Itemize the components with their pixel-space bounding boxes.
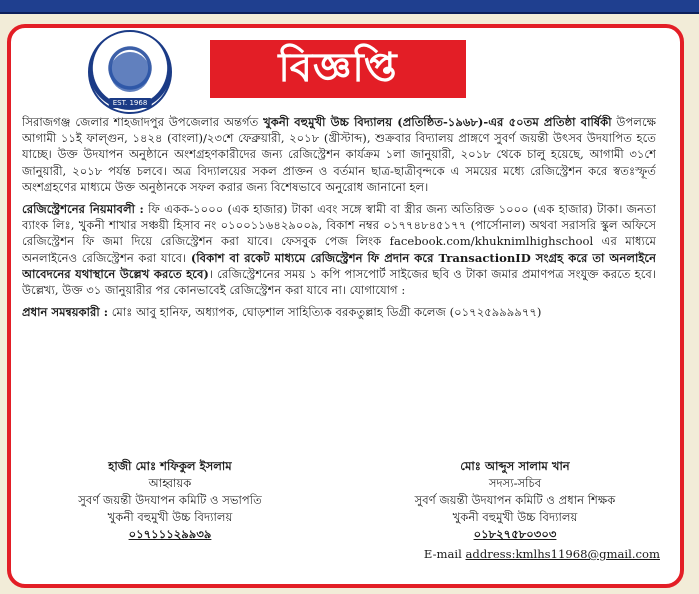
email-label: E-mail <box>423 547 466 561</box>
email-line <box>380 547 660 561</box>
secretary-committee: সুবর্ণ জয়ন্তী উদযাপন কমিটি ও প্রধান শিক্ষক <box>414 493 616 507</box>
paragraph-intro <box>22 114 656 195</box>
secretary-name: মোঃ আব্দুস সালাম খান <box>460 459 570 473</box>
coordinator-heading: প্রধান সমন্বয়কারী : <box>22 305 109 320</box>
coordinator-text: মোঃ আবু হানিফ, অধ্যাপক, ঘোড়শাল সাহিত্যিক বরকতুল্লাহ ডিগ্রী কলেজ (০১৭২৫৯৯৯৯৭৭) <box>108 305 542 320</box>
paragraph-registration <box>22 201 656 298</box>
intro-text-a: সিরাজগঞ্জ জেলার শাহজাদপুর উপজেলার অন্তর্গত <box>22 115 264 129</box>
paragraph-coordinator <box>22 304 656 320</box>
school-logo <box>88 30 172 114</box>
registration-text-b: ফি একক-১০০০ (এক হাজার) টাকা এবং সঙ্গে স্বামী বা স্ত্রীর জন্য অতিরিক্ত ১০০০ (এক হাজার) টাকা। জনতা ব্যাংক লিঃ, খুকনী শাখার সঞ্চয়ী হিসাব নং ০১০০১১৬৪২৯০০৯, বিকাশ নম্বর ০১৭৭৪৮৪৫১৭৭ (পার্সোনাল) অথবা সরাসরি স্কুল অফিসে রেজিস্ট্রেশন ফি জমা দিয়ে রেজিস্ট্রেশন করা যাবে। ফেসবুক পেজ লিংক facebook.com/khuknimlhighschool এর মাধ্যমে অনলাইনেও রেজিস্ট্রেশন করা যাবে। <box>22 202 656 265</box>
registration-heading: রেজিস্ট্রেশনের নিয়মাবলী : <box>22 202 144 217</box>
secretary-role: সদস্য-সচিব <box>488 476 542 490</box>
logo-emblem-icon <box>110 52 150 92</box>
convener-phone: ০১৭১১১২৯৯৩৯ <box>128 527 212 541</box>
convener-role: আহ্বায়ক <box>148 476 192 490</box>
signature-convener <box>42 458 298 543</box>
registration-text-d: । রেজিস্ট্রেশনের সময় ১ কপি পাসপোর্ট সাইজের ছবি ও টাকা জমার প্রমাণপত্র সংযুক্ত করতে হবে। উল্লেখ্য, উক্ত ৩১ জানুয়ারীর পর কোনভাবেই রেজিস্ট্রেশন করা যাবে না। যোগাযোগ : <box>22 266 656 298</box>
notice-title: বিজ্ঞপ্তি <box>210 40 466 98</box>
convener-name: হাজী মোঃ শফিকুল ইসলাম <box>108 459 232 473</box>
registration-transaction-note: (বিকাশ বা রকেট মাধ্যমে রেজিস্ট্রেশন ফি প্রদান করে TransactionID সংগ্রহ করে তা অনলাইনে আবেদনের যথাস্থানে উল্লেখ করতে হবে) <box>22 250 656 281</box>
intro-text-c: উপলক্ষে আগামী ১১ই ফাল্গুন, ১৪২৪ (বাংলা)/২৩শে ফেব্রুয়ারী, ২০১৮ (খ্রীস্টাব্দ), শুক্রবার বিদ্যালয় প্রাঙ্গণে সুবর্ণ জয়ন্তী উৎসব উদযাপিত হতে যাচ্ছে। উক্ত উদযাপন অনুষ্ঠানে অংশগ্রহণকারীদের জন্য রেজিস্ট্রেশন কার্যক্রম ১লা জানুয়ারী, ২০১৮ থেকে চালু হয়েছে, আগামী ৩১শে জানুয়ারী, ২০১৮ পর্যন্ত চলবে। অত্র বিদ্যালয়ের সকল প্রাক্তন ও বর্তমান ছাত্র-ছাত্রীবৃন্দকে এ সময়ের মধ্যে রেজিস্ট্রেশন করে স্বতঃস্ফূর্ত অংশগ্রহণের মাধ্যমে উক্ত অনুষ্ঠানকে সফল করার জন্য বিশেষভাবে অনুরোধ জানানো হল। <box>22 115 656 194</box>
notice-body <box>22 114 656 320</box>
convener-school: খুকনী বহুমুখী উচ্চ বিদ্যালয় <box>107 510 233 524</box>
logo-est-text: EST. 1968 <box>109 98 152 108</box>
intro-school-name: খুকনী বহুমুখী উচ্চ বিদ্যালয় (প্রতিষ্ঠিত-১৯৬৮)-এর ৫০তম প্রতিষ্ঠা বার্ষিকী <box>263 115 612 129</box>
email-address-link[interactable]: address:kmlhs11968@gmail.com <box>465 547 660 561</box>
signature-secretary <box>380 458 650 543</box>
secretary-school: খুকনী বহুমুখী উচ্চ বিদ্যালয় <box>452 510 578 524</box>
top-banner <box>0 0 699 14</box>
convener-committee: সুবর্ণ জয়ন্তী উদযাপন কমিটি ও সভাপতি <box>78 493 262 507</box>
secretary-phone: ০১৮২৭৫৮০৩০৩ <box>473 527 557 541</box>
